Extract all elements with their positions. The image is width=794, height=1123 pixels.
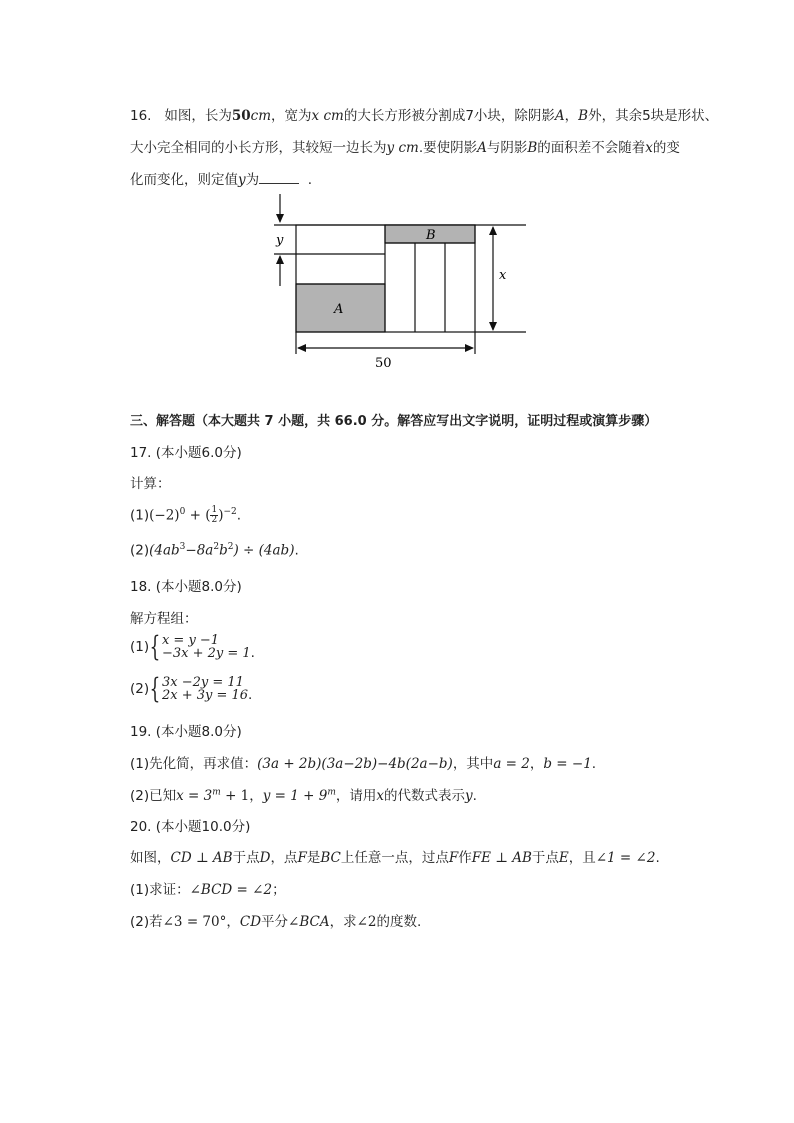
- q16-text: 为: [245, 172, 260, 188]
- equation: −3x + 2y = 1: [161, 646, 251, 661]
- math-expr: + (: [185, 507, 211, 524]
- punct: .: [655, 850, 660, 866]
- arrowhead-down: [276, 214, 284, 223]
- punct: .: [591, 756, 597, 772]
- text: 的度数.: [376, 914, 422, 930]
- text: ，: [249, 788, 263, 804]
- label-x: x: [499, 268, 507, 283]
- q20-part1: [130, 878, 286, 898]
- q16-length-value: 50: [231, 108, 251, 124]
- equation-system: [162, 676, 248, 702]
- q16-text: 的面积差不会随着: [537, 140, 646, 156]
- q20-part2: [130, 910, 421, 930]
- q19-part1: [130, 752, 596, 772]
- punct: ；: [272, 882, 286, 898]
- q17-part2: [130, 542, 299, 559]
- math-expr: ∠2: [356, 914, 377, 930]
- math-expr: CD: [239, 914, 262, 930]
- punct: .: [250, 645, 255, 661]
- label-50: 50: [375, 356, 392, 371]
- part-label: (2): [130, 681, 150, 697]
- text: 先化简，再求值：: [149, 756, 258, 772]
- part-label: (2): [130, 542, 150, 559]
- arrowhead-down: [489, 322, 497, 331]
- equation-system: [162, 634, 251, 660]
- math-expr: b = −1: [543, 756, 592, 772]
- numerator: 1: [211, 505, 218, 515]
- part-label: (2): [130, 914, 150, 930]
- math-expr: (−2): [149, 507, 180, 524]
- q16-text: 的变: [652, 140, 680, 156]
- math-expr: ∠1 = ∠2: [595, 850, 656, 866]
- q16-text: 的大长方形被分割成7小块，除阴影: [343, 108, 555, 124]
- math-expr: CD ⊥ AB: [170, 850, 233, 866]
- math-expr: y: [465, 788, 473, 804]
- text: ，: [226, 914, 240, 930]
- text: 是: [306, 850, 321, 866]
- q16-text: 与阴影: [486, 140, 528, 156]
- exponent: m: [327, 787, 336, 798]
- exponent: −2: [223, 507, 237, 517]
- math-expr: (3a + 2b)(3a−2b)−4b(2a−b): [257, 756, 453, 772]
- q16-var-B: B: [527, 140, 538, 156]
- answer-blank[interactable]: [259, 171, 299, 184]
- text: 已知: [149, 788, 177, 804]
- math-expr: F: [448, 850, 459, 866]
- label-B: B: [426, 228, 436, 243]
- arrowhead-up: [489, 226, 497, 235]
- arrowhead-up: [276, 255, 284, 264]
- text: 平分: [261, 914, 289, 930]
- math-expr: a = 2: [493, 756, 530, 772]
- text: 若: [149, 914, 163, 930]
- q18-prompt: 解方程组：: [130, 611, 198, 627]
- math-expr: D: [259, 850, 271, 866]
- q16-unit: cm: [398, 140, 419, 156]
- text: 的代数式表示: [384, 788, 466, 804]
- rectangle-figure: [260, 188, 540, 373]
- punct: .: [294, 542, 299, 559]
- math-expr: −8a: [185, 542, 214, 559]
- math-expr: FE ⊥ AB: [471, 850, 532, 866]
- math-expr: ∠BCD = ∠2: [189, 882, 273, 898]
- part-label: (1): [130, 882, 150, 898]
- q19-part2: [130, 784, 477, 804]
- text: 求证：: [149, 882, 190, 898]
- exponent: 3: [179, 542, 186, 552]
- q16-line3: [130, 168, 312, 188]
- exponent: m: [212, 787, 221, 798]
- part-label: (1): [130, 507, 150, 524]
- q16-var-x: x: [645, 140, 653, 156]
- math-expr: ∠BCA: [288, 914, 330, 930]
- math-expr: BC: [320, 850, 341, 866]
- q16-var-y: y: [238, 172, 246, 188]
- brace: {: [149, 630, 161, 663]
- q16-text: .要使阴影: [418, 140, 478, 156]
- q18-title: 18. (本小题8.0分): [130, 579, 242, 595]
- section-heading: 三、解答题（本大题共 7 小题，共 66.0 分。解答应写出文字说明，证明过程或演算步骤）: [130, 414, 658, 429]
- q17-prompt: 计算：: [130, 476, 171, 492]
- q16-var-A: A: [477, 140, 487, 156]
- text: 于点: [232, 850, 260, 866]
- q16-var-A: A: [554, 108, 565, 124]
- part-label: (1): [130, 639, 150, 655]
- math-expr: x: [376, 788, 385, 804]
- equation: 3x −2y = 11: [161, 675, 244, 690]
- arrowhead-right: [465, 344, 474, 352]
- punct: .: [236, 507, 242, 524]
- q16-text: 如图，长为: [164, 108, 232, 124]
- q16-var-B: B: [578, 108, 589, 124]
- q16-var-y: y: [386, 140, 395, 156]
- math-expr: b: [219, 542, 228, 559]
- q16-text: ，: [564, 108, 579, 124]
- math-expr: + 1: [220, 788, 250, 804]
- exponent: 0: [179, 507, 186, 517]
- denominator: 2: [211, 515, 218, 525]
- q18-part1: [130, 630, 255, 663]
- math-expr: ) ÷ (4ab): [233, 542, 295, 559]
- text: 如图，: [130, 850, 171, 866]
- arrowhead-left: [297, 344, 306, 352]
- text: 作: [458, 850, 472, 866]
- label-y: y: [276, 233, 284, 248]
- part-label: (2): [130, 788, 150, 804]
- q17-title: 17. (本小题6.0分): [130, 445, 242, 461]
- q16-text: 化而变化，则定值: [130, 172, 238, 188]
- q16-line2: [130, 136, 680, 156]
- q19-title: 19. (本小题8.0分): [130, 724, 242, 740]
- q16-var-x: x: [311, 108, 320, 124]
- text: ，: [529, 756, 544, 772]
- q16-text: 大小完全相同的小长方形，其较短一边长为: [130, 140, 387, 156]
- q20-title: 20. (本小题10.0分): [130, 819, 251, 835]
- math-expr: x = 3: [176, 788, 213, 804]
- math-expr: ∠3 = 70°: [162, 914, 227, 930]
- text: 上任意一点，过点: [340, 850, 449, 866]
- math-expr: E: [558, 850, 569, 866]
- q16-unit: cm: [250, 108, 272, 124]
- q18-part2: [130, 672, 253, 705]
- text: ，且: [568, 850, 596, 866]
- equation: 2x + 3y = 16: [161, 688, 249, 703]
- q17-part1: [130, 506, 241, 525]
- equation: x = y −1: [161, 633, 220, 648]
- text: ，请用: [335, 788, 377, 804]
- math-expr: ): [218, 507, 224, 524]
- q16-line1: [130, 104, 718, 124]
- text: ，求: [329, 914, 357, 930]
- math-expr: (4ab: [149, 542, 180, 559]
- punct: .: [248, 687, 253, 703]
- brace: {: [149, 672, 161, 705]
- text: ，其中: [452, 756, 494, 772]
- q16-unit: cm: [323, 108, 344, 124]
- q16-text: 外，其余5块是形状、: [588, 108, 719, 124]
- q20-line1: [130, 846, 660, 866]
- punct: .: [472, 788, 477, 804]
- exponent: 2: [227, 542, 234, 552]
- math-expr: y = 1 + 9: [262, 788, 328, 804]
- exponent: 2: [213, 542, 220, 552]
- q16-number: 16.: [130, 108, 152, 124]
- math-expr: F: [297, 850, 307, 866]
- text: ，点: [270, 850, 298, 866]
- q16-text: ，宽为: [271, 108, 312, 124]
- label-A: A: [334, 302, 344, 317]
- text: 于点: [531, 850, 559, 866]
- part-label: (1): [130, 756, 150, 772]
- q16-text: .: [307, 172, 313, 188]
